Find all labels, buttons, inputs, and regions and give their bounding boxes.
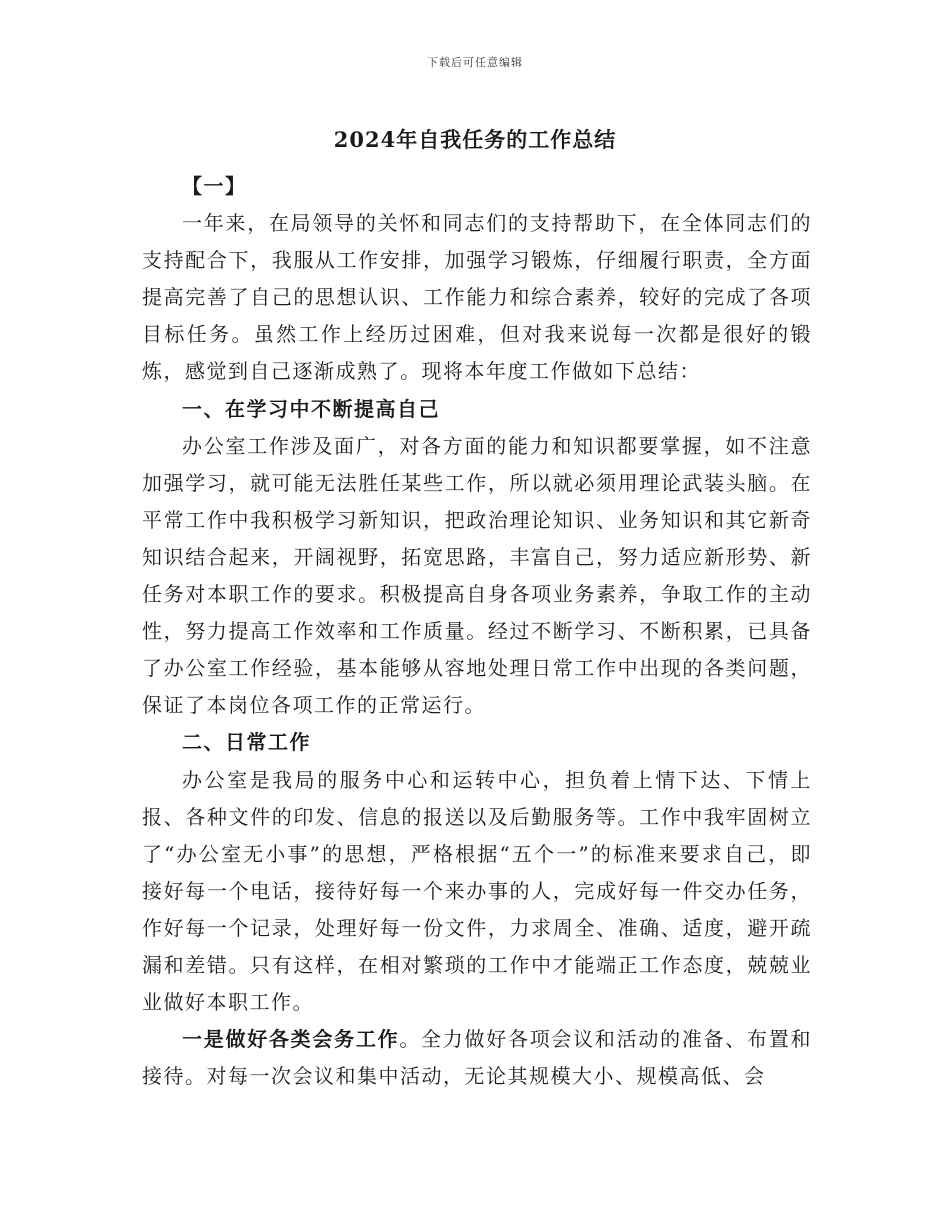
heading-daily-work: 二、日常工作 <box>182 730 311 755</box>
section-marker: 【一】 <box>182 174 247 198</box>
document-title: 2024年自我任务的工作总结 <box>333 127 617 152</box>
paragraph-daily-work: 办公室是我局的服务中心和运转中心，担负着上情下达、下情上报、各种文件的印发、信息的报送以及后勤服务等。工作中我牢固树立了“办公室无小事”的思想，严格根据“五个一”的标准来要求自己，即接好每一个电话，接待好每一个来办事的人，完成好每一件交办任务，作好每一个记录，处理好每一份文件，力求周全、准确、适度，避开疏漏和差错。只有这样，在相对繁琐的工作中才能端正工作态度，兢兢业业做好本职工作。 <box>142 767 812 1015</box>
paragraph-intro: 一年来，在局领导的关怀和同志们的支持帮助下，在全体同志们的支持配合下，我服从工作安排，加强学习锻炼，仔细履行职责，全方面提高完善了自己的思想认识、工作能力和综合素养，较好的完成了各项目标任务。虽然工作上经历过困难，但对我来说每一次都是很好的锻炼，感觉到自己逐渐成熟了。现将本年度工作做如下总结： <box>142 211 812 384</box>
document-body <box>142 168 812 1095</box>
header-note: 下载后可任意编辑 <box>427 56 523 69</box>
heading-study: 一、在学习中不断提高自己 <box>182 396 440 421</box>
meetings-rest: 。全力做好各项会议和活动的准备、布置和接待。对每一次会议和集中活动，无论其规模大小、规模高低、会 <box>142 1027 813 1089</box>
paragraph-meetings <box>142 1021 812 1095</box>
paragraph-study: 办公室工作涉及面广，对各方面的能力和知识都要掌握，如不注意加强学习，就可能无法胜任某些工作，所以就必须用理论武装头脑。在平常工作中我积极学习新知识，把政治理论知识、业务知识和其它新奇知识结合起来，开阔视野，拓宽思路，丰富自己，努力适应新形势、新任务对本职工作的要求。积极提高自身各项业务素养，争取工作的主动性，努力提高工作效率和工作质量。经过不断学习、不断积累，已具备了办公室工作经验，基本能够从容地处理日常工作中出现的各类问题，保证了本岗位各项工作的正常运行。 <box>142 433 812 718</box>
meetings-lead: 一是做好各类会务工作 <box>182 1027 400 1052</box>
